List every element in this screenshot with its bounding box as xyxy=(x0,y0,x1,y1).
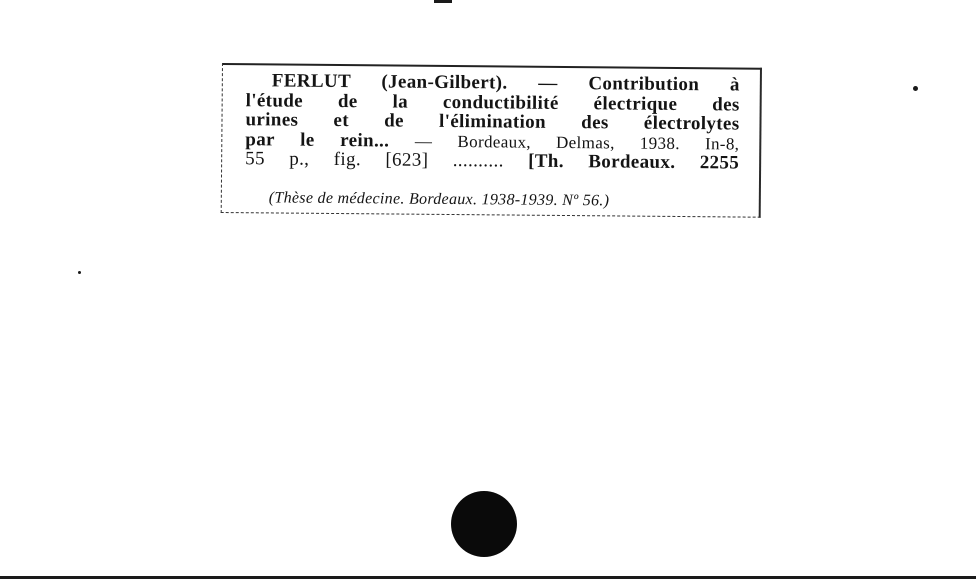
ink-speck xyxy=(913,86,918,91)
slip-edge-right xyxy=(759,68,762,218)
shelfmark: [Th. Bordeaux. 2255 xyxy=(528,150,740,174)
bottom-edge-line xyxy=(0,576,976,579)
entry-line-title-cont: l'étude de la conductibilité électrique des xyxy=(245,89,740,116)
slip-edge-left xyxy=(221,63,223,213)
entry-line-title-cont: urines et de l'élimination des électrolytes xyxy=(245,109,740,135)
card-punch-hole xyxy=(451,491,517,557)
thesis-note: (Thèse de médecine. Bordeaux. 1938-1939. Nº 56.) xyxy=(268,189,610,210)
bibliographic-entry xyxy=(245,71,740,173)
extent-info: 55 p., fig. [623] xyxy=(245,148,429,171)
slip-edge-top xyxy=(222,63,762,70)
catalog-slip xyxy=(221,63,762,218)
publication-info: — Bordeaux, Delmas, 1938. In-8, xyxy=(414,131,740,154)
dot-leaders: .......... xyxy=(452,150,504,172)
slip-edge-bottom xyxy=(221,212,761,218)
ink-speck xyxy=(78,271,81,274)
top-edge-mark xyxy=(434,0,452,3)
entry-line-extent xyxy=(245,149,739,173)
entry-line-author-title: FERLUT (Jean-Gilbert). — Contribution à xyxy=(271,70,740,96)
title-end: par le rein... xyxy=(245,128,390,151)
